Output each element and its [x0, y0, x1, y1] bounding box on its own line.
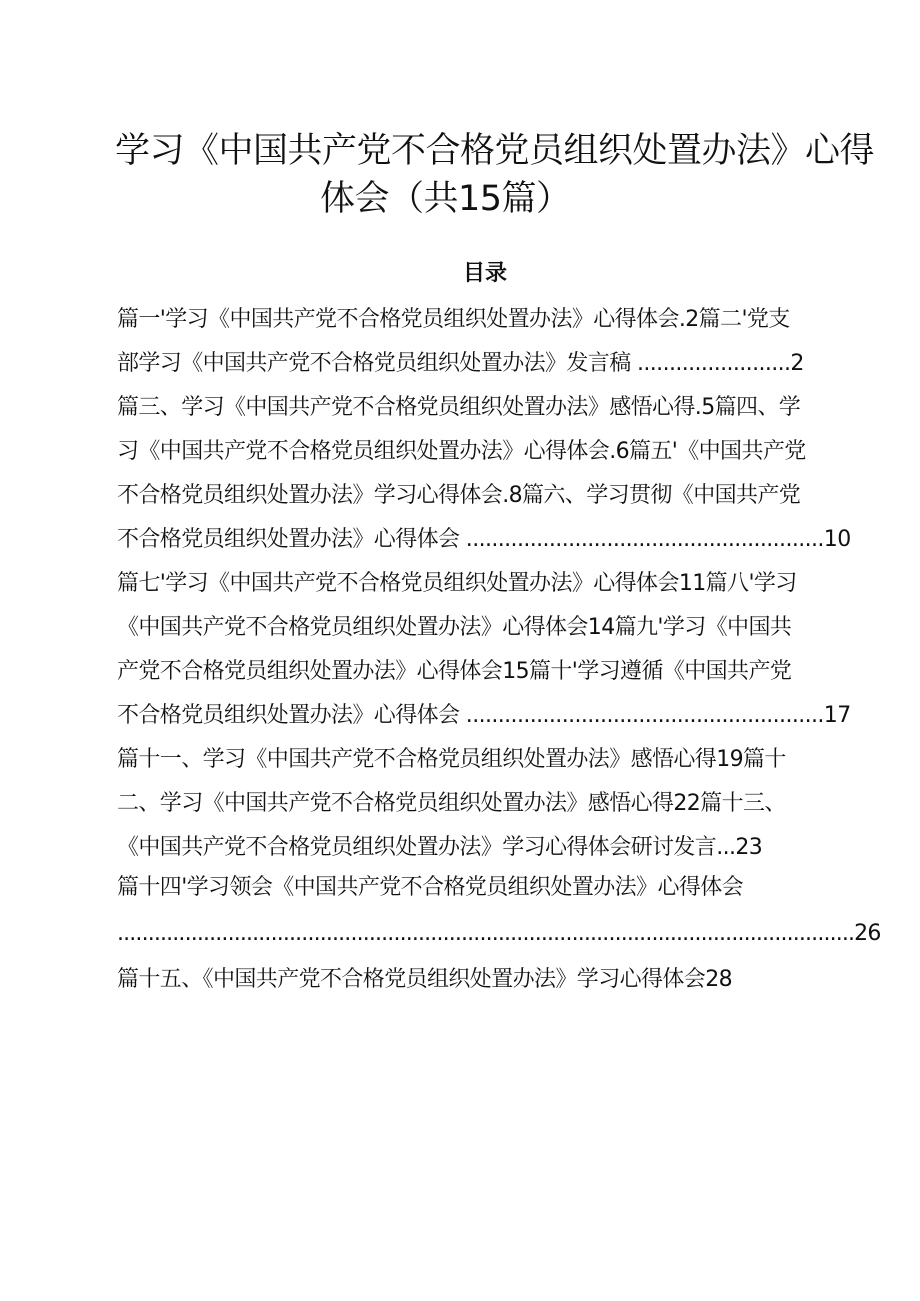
- toc-line: 篇七'学习《中国共产党不合格党员组织处置办法》心得体会11篇八'学习: [117, 571, 797, 596]
- toc-line: 不合格党员组织处置办法》心得体会 ........................................................10: [117, 527, 851, 552]
- toc-line: 习《中国共产党不合格党员组织处置办法》心得体会.6篇五'《中国共产党: [117, 439, 806, 464]
- toc-line: 产党不合格党员组织处置办法》心得体会15篇十'学习遵循《中国共产党: [117, 659, 792, 684]
- toc-heading: [0, 254, 920, 294]
- toc-line: 《中国共产党不合格党员组织处置办法》学习心得体会研讨发言...23: [117, 835, 763, 860]
- toc-line: 部学习《中国共产党不合格党员组织处置办法》发言稿 ........................2: [117, 351, 804, 376]
- toc-line: 篇三、学习《中国共产党不合格党员组织处置办法》感悟心得.5篇四、学: [117, 395, 801, 420]
- toc-line: 篇十一、学习《中国共产党不合格党员组织处置办法》感悟心得19篇十: [117, 747, 786, 772]
- toc-line: 篇一'学习《中国共产党不合格党员组织处置办法》心得体会.2篇二'党支: [117, 307, 790, 332]
- toc-line: ........................................................................................................................26: [117, 921, 881, 946]
- toc-line: 篇十五、《中国共产党不合格党员组织处置办法》学习心得体会28: [117, 967, 732, 992]
- toc-line: 不合格党员组织处置办法》心得体会 ........................................................17: [117, 703, 851, 728]
- toc-line: 不合格党员组织处置办法》学习心得体会.8篇六、学习贯彻《中国共产党: [117, 483, 801, 508]
- toc-line: 《中国共产党不合格党员组织处置办法》心得体会14篇九'学习《中国共: [117, 615, 792, 640]
- toc-line: 篇十四'学习领会《中国共产党不合格党员组织处置办法》心得体会: [117, 875, 744, 900]
- toc-line: 二、学习《中国共产党不合格党员组织处置办法》感悟心得22篇十三、: [117, 791, 786, 816]
- toc-heading-text: 目录: [462, 261, 507, 286]
- document-title-line-2: 体会（共15篇）: [320, 179, 571, 219]
- document-title-line-1: 学习《中国共产党不合格党员组织处置办法》心得: [115, 131, 875, 171]
